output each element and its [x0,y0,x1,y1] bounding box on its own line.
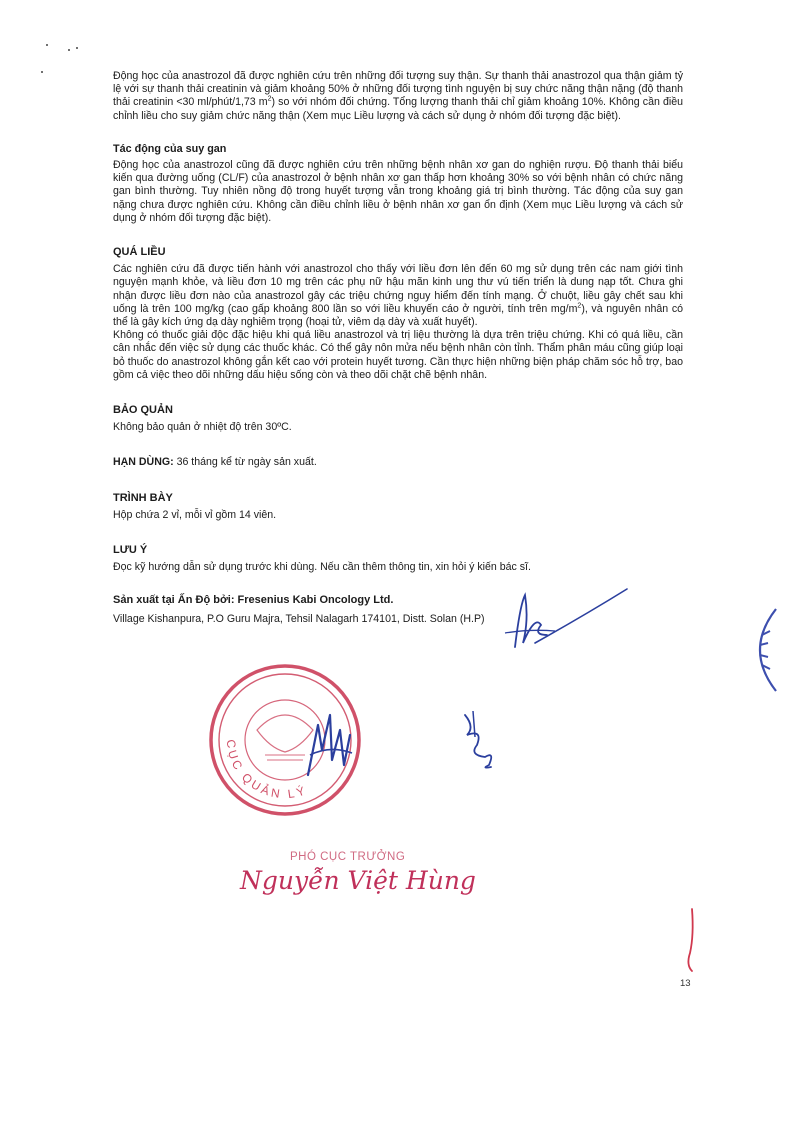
approval-signature-name: Nguyễn Việt Hùng [240,866,476,895]
svg-text:CỤC QUẢN LÝ [224,739,310,801]
signature-mark [300,705,360,785]
edge-stamp-fragment [740,605,780,695]
scan-speck [76,47,78,49]
overdose-paragraph-1: Các nghiên cứu đã được tiến hành với anastrozol cho thấy với liều đơn lên đến 60 mg sử dụng trên các nam giới tình nguyện mạnh khỏe, và liều đơn 10 mg trên các phụ nữ hậu mãn kinh ung thư vú tiến triển là dung nạp tốt. Chưa ghi nhận được liều đơn nào của anastrozol gây các triệu chứng nguy hiểm đến tính mạng. Ở chuột, liều gây chết sau khi uống là trên 100 mg/kg (cao gấp khoảng 800 lần so với liều khuyến cáo ở người, tính trên $mg/m^2$), và nguyên nhân có thể là gây kích ứng dạ dày nghiêm trọng (hoại tử, viêm dạ dày và xuất huyết). [113,263,684,329]
approval-title: PHÓ CỤC TRƯỞNG [290,851,406,863]
red-pen-mark [680,905,700,975]
storage-text: Không bảo quản ở nhiệt độ trên 30ºC. [113,421,292,434]
hepatic-paragraph: Động học của anastrozol cũng đã được nghiên cứu trên những bệnh nhân xơ gan do nghiện rượu. Độ thanh thải biểu kiến qua đường uống (CL/F) của anastrozol ở bệnh nhân xơ gan thấp hơn khoảng 30% so với bệnh nhân có chức năng gan bình thường. Tuy nhiên nồng độ trong huyết tượng vẫn trong khoảng giá trị bình thường. Tác động của suy gan nặng chưa được nghiên cứu. Không cần điều chỉnh liều ở bệnh nhân xơ gan ổn định (Xem mục Liều lượng và cách sử dụng ở nhóm đối tượng đặc biệt). [113,159,683,224]
page-number: 13 [680,978,691,989]
presentation-heading: TRÌNH BÀY [113,491,173,504]
stamp-text: CỤC QUẢN LÝ [223,738,310,802]
shelf-life-section [113,456,683,469]
presentation-text: Hộp chứa 2 vỉ, mỗi vỉ gồm 14 viên. [113,508,277,521]
overdose-paragraph-2: Không có thuốc giải độc đặc hiệu khi quá liều anastrozol và trị liệu thường là dựa trên triệu chứng. Khi có quá liều, cần cân nhắc đến việc sử dụng các thuốc khác. Có thể gây nôn mửa nếu bệnh nhân còn tỉnh. Thẩm phân máu cũng giúp loại bỏ thuốc do anastrozol không gắn kết cao với protein huyết tương. Cần thực hiện những biện pháp chăm sóc hỗ trợ, bao gồm cả việc theo dõi những dấu hiệu sống còn và theo dõi chặt chẽ bệnh nhân. [113,329,683,381]
overdose-heading: QUÁ LIỀU [113,246,166,259]
initials-mark [455,707,505,772]
storage-heading: BẢO QUẢN [113,404,173,417]
note-heading: LƯU Ý [113,544,148,557]
signature-mark [495,585,630,655]
manufacturer-address: Village Kishanpura, P.O Guru Majra, Tehsil Nalagarh 174101, Distt. Solan (H.P) [113,612,485,625]
scan-speck [68,49,70,51]
storage-section [113,404,683,434]
scan-speck [46,44,48,46]
shelf-life-label: HẠN DÙNG: [113,456,174,469]
manufacturer-label: Sản xuất tại Ấn Độ bởi: Fresenius Kabi Oncology Ltd. [113,594,394,607]
hepatic-section [113,143,683,225]
document-body [113,70,683,626]
note-section [113,544,683,574]
hepatic-heading: Tác động của suy gan [113,142,227,155]
shelf-life-text: 36 tháng kể từ ngày sản xuất. [173,456,317,469]
scan-speck [41,71,43,73]
note-text: Đọc kỹ hướng dẫn sử dụng trước khi dùng. Nếu cần thêm thông tin, xin hỏi ý kiến bác sĩ. [113,561,531,574]
presentation-section [113,492,683,522]
renal-paragraph: Động học của anastrozol đã được nghiên cứu trên những đối tượng suy thận. Sự thanh thải anastrozol qua thận giảm tỷ lệ với sự thanh thải creatinin và giảm khoảng 50% ở những đối tượng tình nguyện bị suy chức năng thận nặng (độ thanh thải creatinin <30 ml/phút/1,73 $m^2$) so với nhóm đối chứng. Tổng lượng thanh thải chỉ giảm khoảng 10%. Không cần điều chỉnh liều cho suy giảm chức năng thận (Xem mục Liều lượng và cách sử dụng ở nhóm đối tượng đặc biệt). [113,70,684,122]
overdose-section [113,246,683,382]
